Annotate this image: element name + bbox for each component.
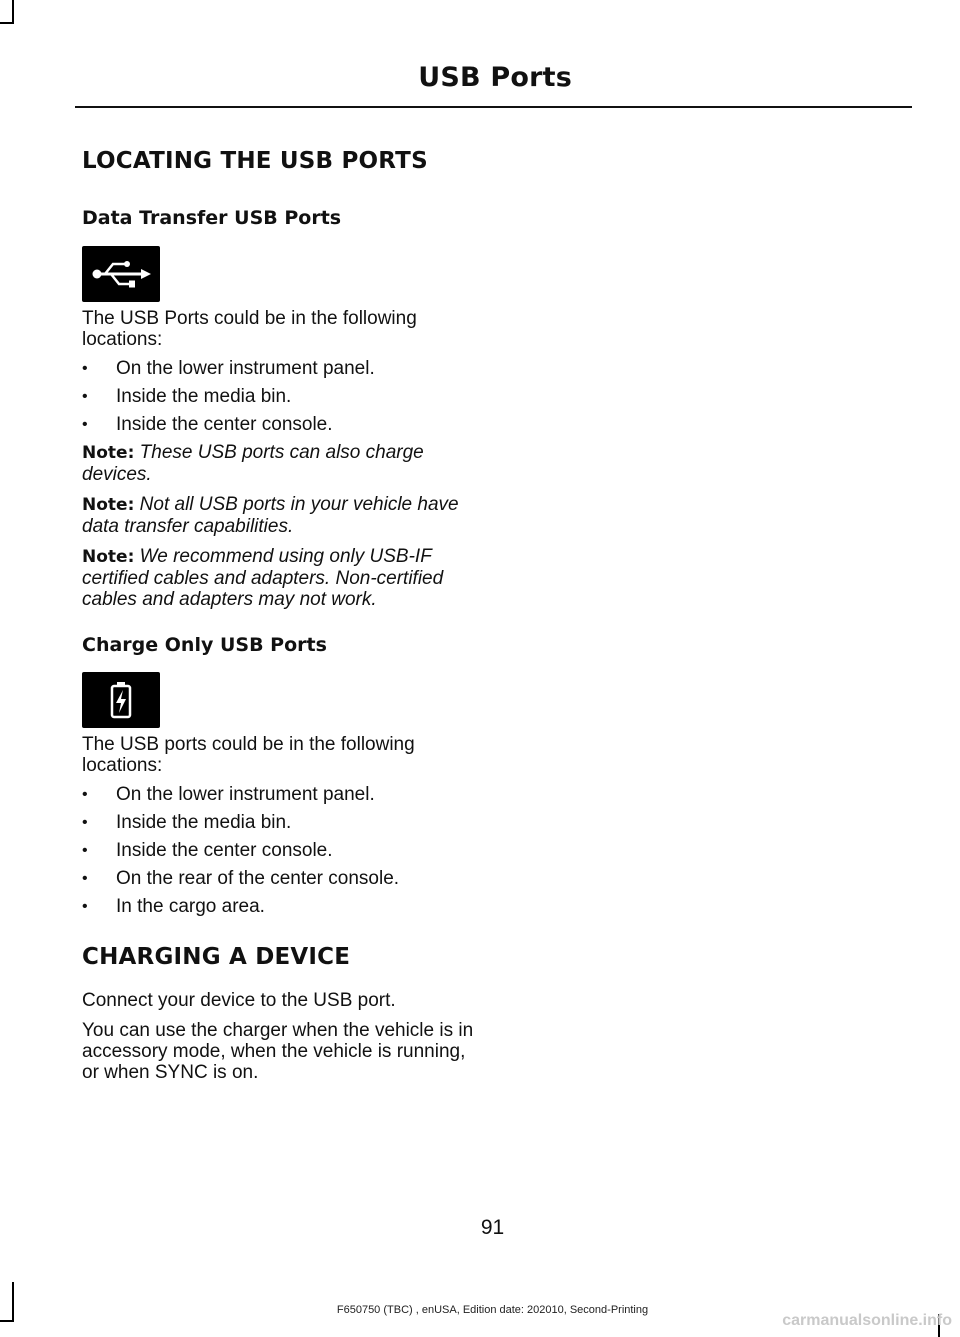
footer-edition: F650750 (TBC) , enUSA, Edition date: 202010, Second-Printing [336, 1304, 649, 1316]
list-item: • Inside the media bin. [82, 812, 292, 833]
list-item: • Inside the media bin. [82, 386, 292, 407]
battery-charge-icon [109, 681, 133, 719]
list-item: • Inside the center console. [82, 414, 333, 435]
list-item: • On the lower instrument panel. [82, 784, 375, 805]
note-certified-cables: Note: We recommend using only USB-IF certified cables and adapters. Non-certified cables and adapters may not work. [82, 546, 444, 610]
crop-mark-top-left-v [12, 0, 14, 22]
section-title-charging: CHARGING A DEVICE [82, 944, 351, 970]
charge-only-intro: The USB ports could be in the following locations: [82, 734, 415, 776]
data-transfer-locations [82, 358, 482, 436]
list-item: • In the cargo area. [82, 896, 265, 917]
list-item: • On the lower instrument panel. [82, 358, 375, 379]
note-charge-devices: Note: These USB ports can also charge devices. [82, 442, 424, 485]
usb-icon [89, 258, 153, 290]
data-transfer-intro: The USB Ports could be in the following locations: [82, 308, 417, 350]
charging-paragraph-2: You can use the charger when the vehicle is in accessory mode, when the vehicle is running, or when SYNC is on. [82, 1020, 474, 1083]
charging-paragraph-1: Connect your device to the USB port. [82, 990, 396, 1011]
page-number: 91 [480, 1216, 505, 1239]
list-item: • On the rear of the center console. [82, 868, 400, 889]
header-rule [75, 106, 912, 108]
list-item: • Inside the center console. [82, 840, 333, 861]
watermark: carmanualsonline.info [782, 1312, 952, 1329]
crop-mark-bottom-left-h [0, 1320, 14, 1322]
page-header-title: USB Ports [418, 62, 572, 93]
note-data-transfer: Note: Not all USB ports in your vehicle have data transfer capabilities. [82, 494, 459, 537]
charge-only-locations [82, 784, 482, 918]
section-title-locating: LOCATING THE USB PORTS [82, 148, 428, 174]
subsection-title-charge-only: Charge Only USB Ports [82, 634, 327, 656]
subsection-title-data-transfer: Data Transfer USB Ports [82, 207, 342, 229]
usb-icon-box [82, 246, 160, 302]
page-content [82, 148, 482, 1083]
battery-icon-box [82, 672, 160, 728]
crop-mark-top-left-h [0, 22, 14, 24]
crop-mark-bottom-left-v [12, 1282, 14, 1322]
